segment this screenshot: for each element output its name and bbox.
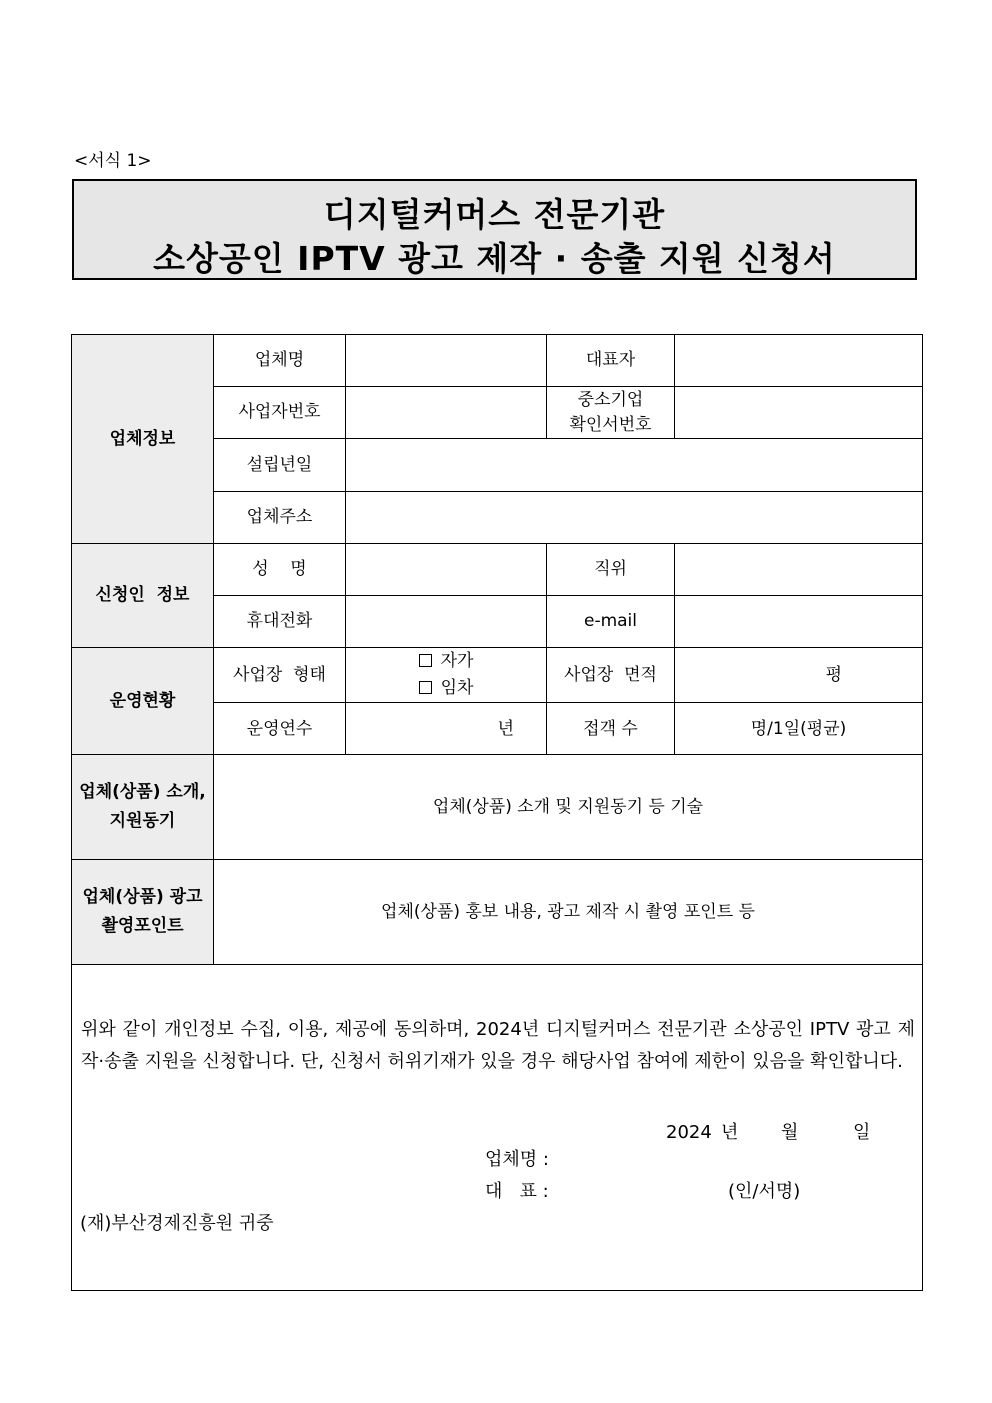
visitors-field[interactable] bbox=[675, 703, 923, 755]
intro-field[interactable] bbox=[214, 755, 923, 860]
ad-point-field[interactable] bbox=[214, 860, 923, 965]
mobile-field[interactable] bbox=[346, 596, 547, 648]
checkbox-rent[interactable] bbox=[419, 681, 432, 694]
email-field[interactable] bbox=[675, 596, 923, 648]
date-day-unit: 일 bbox=[853, 1122, 871, 1144]
label-founded: 설립년일 bbox=[214, 439, 346, 492]
label-mobile: 휴대전화 bbox=[214, 596, 346, 648]
application-form-table bbox=[71, 334, 923, 1291]
years-unit: 년 bbox=[497, 718, 514, 739]
sign-company-label: 업체명 : bbox=[485, 1149, 549, 1171]
consent-section bbox=[72, 965, 923, 1291]
consent-text: 위와 같이 개인정보 수집, 이용, 제공에 동의하며, 2024년 디지털커머스 전문기관 소상공인 IPTV 광고 제작·송출 지원을 신청합니다. 단, 신청서 허위기재가 있을 경우 해당사업 참여에 제한이 있음을 확인합니다. bbox=[81, 1019, 915, 1073]
area-unit: 평 bbox=[825, 664, 842, 685]
name-field[interactable] bbox=[346, 544, 547, 596]
section-ad-point: 업체(상품) 광고 촬영포인트 bbox=[72, 860, 214, 965]
founded-field[interactable] bbox=[346, 439, 923, 492]
recipient: (재)부산경제진흥원 귀중 bbox=[80, 1213, 274, 1235]
option-own[interactable] bbox=[419, 648, 474, 675]
section-company-info: 업체정보 bbox=[72, 335, 214, 544]
biz-area-field[interactable] bbox=[675, 648, 923, 703]
sme-cert-field[interactable] bbox=[675, 387, 923, 439]
seal-signature: (인/서명) bbox=[728, 1181, 801, 1203]
label-company-name: 업체명 bbox=[214, 335, 346, 387]
address-field[interactable] bbox=[346, 492, 923, 544]
form-number-label: <서식 1> bbox=[74, 151, 152, 171]
section-operation: 운영현황 bbox=[72, 648, 214, 755]
label-visitors: 접객 수 bbox=[547, 703, 675, 755]
ad-point-hint: 업체(상품) 홍보 내용, 광고 제작 시 촬영 포인트 등 bbox=[381, 902, 755, 923]
sign-ceo-label: 대 표 : bbox=[485, 1181, 549, 1203]
title-line-1: 디지털커머스 전문기관 bbox=[323, 195, 666, 234]
checkbox-own[interactable] bbox=[419, 654, 432, 667]
years-field[interactable] bbox=[346, 703, 547, 755]
visitors-unit: 명/1일(평균) bbox=[750, 718, 847, 739]
date-month-unit: 월 bbox=[781, 1122, 799, 1144]
label-address: 업체주소 bbox=[214, 492, 346, 544]
section-applicant-info: 신청인 정보 bbox=[72, 544, 214, 648]
ceo-field[interactable] bbox=[675, 335, 923, 387]
label-sme-cert: 중소기업 확인서번호 bbox=[547, 387, 675, 439]
biz-number-field[interactable] bbox=[346, 387, 547, 439]
label-biz-type: 사업장 형태 bbox=[214, 648, 346, 703]
biz-type-options bbox=[346, 648, 547, 703]
date-year: 2024 bbox=[666, 1122, 712, 1144]
intro-hint: 업체(상품) 소개 및 지원동기 등 기술 bbox=[432, 797, 704, 818]
title-box bbox=[72, 179, 917, 280]
option-rent-label: 임차 bbox=[440, 678, 474, 699]
label-name: 성 명 bbox=[214, 544, 346, 596]
label-email: e-mail bbox=[547, 596, 675, 648]
option-own-label: 자가 bbox=[440, 651, 474, 671]
label-years: 운영연수 bbox=[214, 703, 346, 755]
option-rent[interactable] bbox=[419, 675, 474, 702]
position-field[interactable] bbox=[675, 544, 923, 596]
company-name-field[interactable] bbox=[346, 335, 547, 387]
section-intro: 업체(상품) 소개, 지원동기 bbox=[72, 755, 214, 860]
label-biz-area: 사업장 면적 bbox=[547, 648, 675, 703]
title-line-2: 소상공인 IPTV 광고 제작 · 송출 지원 신청서 bbox=[153, 239, 836, 278]
date-year-unit: 년 bbox=[721, 1122, 739, 1144]
label-ceo: 대표자 bbox=[547, 335, 675, 387]
label-biz-number: 사업자번호 bbox=[214, 387, 346, 439]
label-position: 직위 bbox=[547, 544, 675, 596]
